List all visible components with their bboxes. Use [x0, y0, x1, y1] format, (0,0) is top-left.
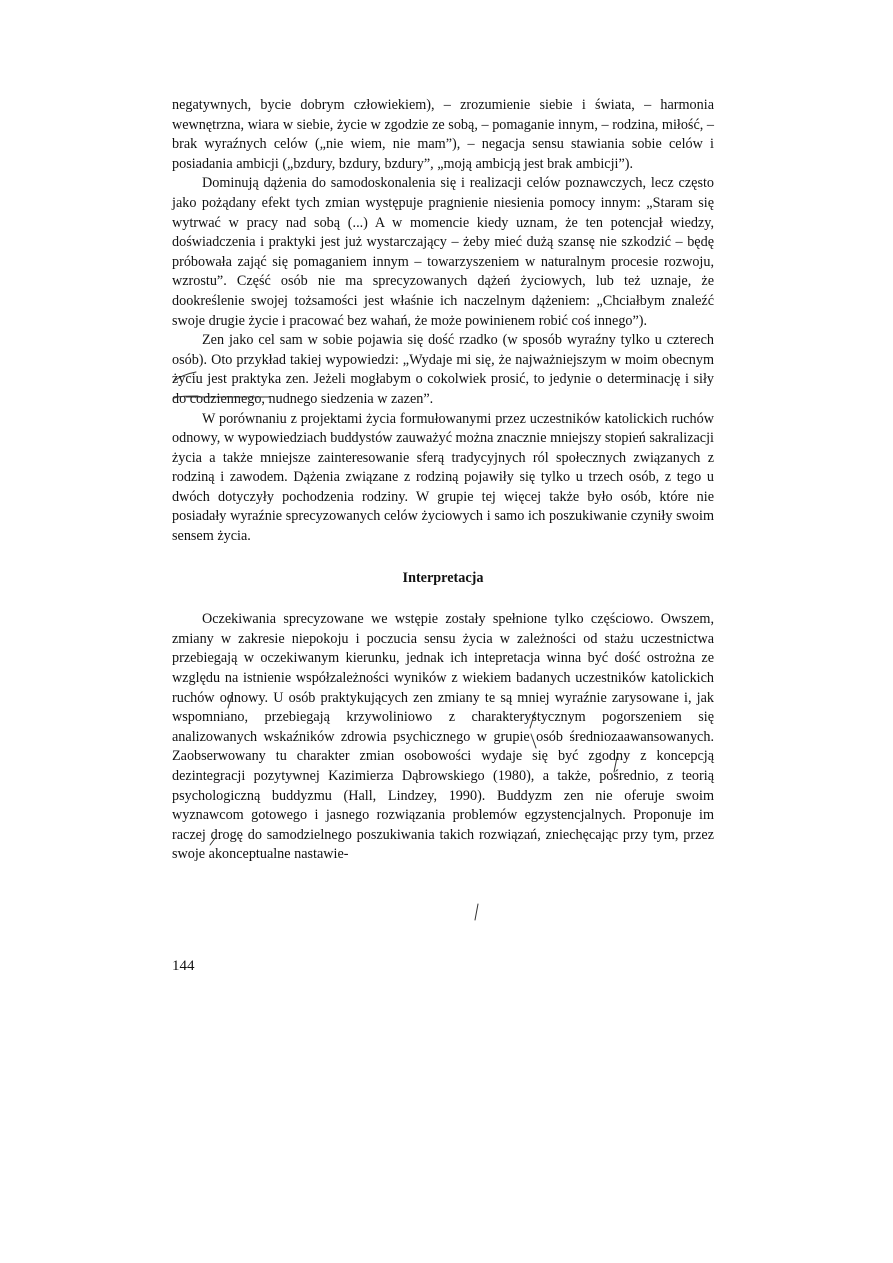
page-body: [172, 96, 714, 865]
insert-mark-e: [475, 904, 478, 920]
paragraph-comparison: W porównaniu z projektami życia formułowanymi przez uczestników katolickich ruchów odnowy, w wypowiedziach buddystów zauważyć można znacznie mniejszy stopień sakralizacji życia a także mniejsze zainteresowanie sferą tradycyjnych ról społecznych związanych z rodziną i zawodem. Dążenia związane z rodziną pojawiły się tylko u trzech osób, z tego u dwóch dotyczyły pochodzenia rodziny. W grupie tej więcej także było osób, które nie posiadały wyraźnie sprecyzowanych celów życiowych i samo ich poszukiwanie czyniły swoim sensem życia.: [172, 410, 714, 545]
section-heading: Interpretacja: [402, 569, 484, 586]
paragraph-goals-list: negatywnych, bycie dobrym człowiekiem), – zrozumienie siebie i świata, – harmonia wewnętrzna, wiara w siebie, życie w zgodzie ze sobą, – pomaganie innym, – rodzina, miłość, – brak wyraźnych celów („nie wiem, nie mam”), – negacja sensu stawiania sobie celów i posiadania ambicji („bzdury, bzdury, bzdury”, „moją ambicją jest brak ambicji”).: [172, 97, 714, 172]
paragraph-zen-as-goal: Zen jako cel sam w sobie pojawia się dość rzadko (w sposób wyraźny tylko u czterech osób). Oto przykład takiej wypowiedzi: „Wydaje mi się, że najważniejszym w moim obecnym życiu jest praktyka zen. Jeżeli mogłabym o cokolwiek prosić, to jedynie o determinację i siły do codziennego, nudnego siedzenia w zazen”.: [172, 332, 714, 407]
page-number: 144: [172, 958, 195, 974]
paragraph-self-improvement: Dominują dążenia do samodoskonalenia się i realizacji celów poznawczych, lecz często jako pożądany efekt tych zmian występuje pragnienie niesienia pomocy innym: „Staram się wytrwać w pracy nad sobą (...) A w momencie kiedy uznam, że ten potencjał wiedzy, doświadczenia i praktyki jest już wystarczający – żeby mieć dużą szansę nie szkodzić – będę próbowała zająć się pomaganiem innym – towarzyszeniem w naturalnym procesie rozwoju, wzrostu”. Część osób nie ma sprecyzowanych dążeń życiowych, lub też uznaje, że dookreślenie swojej tożsamości jest właśnie ich naczelnym dążeniem: „Chciałbym znaleźć swoje drugie życie i pracować bez wahań, że może powinienem robić coś innego”).: [172, 175, 714, 329]
paragraph-interpretation: Oczekiwania sprecyzowane we wstępie zostały spełnione tylko częściowo. Owszem, zmiany w zakresie niepokoju i poczucia sensu życia w zależności od stażu uczestnictwa przebiegają w oczekiwanym kierunku, jednak ich intepretacja winna być dość ostrożna ze względu na istnienie współzależności wyników z wiekiem badanych uczestników katolickich ruchów odnowy. U osób praktykujących zen zmiany te są mniej wyraźnie zarysowane i, jak wspomniano, przebiegają krzywoliniowo z charakterystycznym pogorszeniem się analizowanych wskaźników zdrowia psychicznego w grupie osób średniozaawansowanych. Zaobserwowany tu charakter zmian osobowości wydaje się być zgodny z koncepcją dezintegracji pozytywnej Kazimierza Dąbrowskiego (1980), a także, pośrednio, z teorią psychologiczną buddyzmu (Hall, Lindzey, 1990). Buddyzm zen nie oferuje swoim wyznawcom gotowego i jasnego rozwiązania problemów egzystencjalnych. Proponuje im raczej drogę do samodzielnego poszukiwania takich rozwiązań, zniechęcając przy tym, przez swoje akonceptualne nastawie-: [172, 611, 714, 863]
